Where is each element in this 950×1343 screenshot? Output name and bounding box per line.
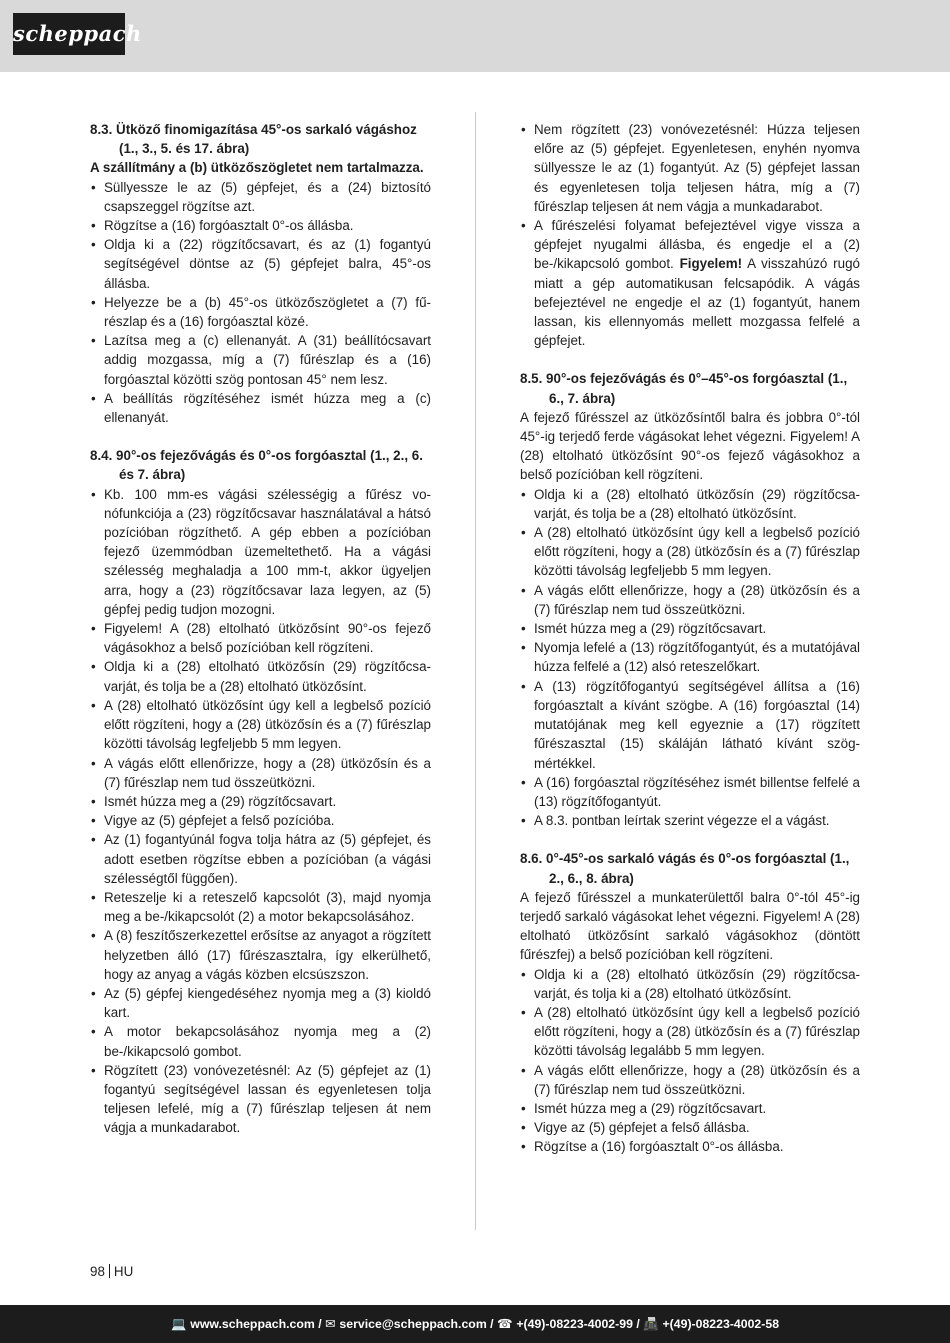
bullet-list-8-4 — [90, 485, 431, 1138]
list-item: • A motor bekapcsolásához nyomja meg a (2) be-/kikapcsoló gombot. — [90, 1022, 431, 1060]
list-item: • A (28) eltolható ütközősínt úgy kell a legbelső pozíció előtt rögzíteni, hogy a (28) ütközősín és a (7) fűrészlap közötti távolság legfeljebb 5 mm legyen. — [90, 696, 431, 754]
section-note-8-3: A szállítmány a (b) ütközőszögletet nem tartalmazza. — [90, 160, 424, 176]
list-item: • A (28) eltolható ütközősínt úgy kell a legbelső pozíció előtt rögzíteni, hogy a (28) ütközősín és a (7) fűrészlap közötti távolság legfeljebb 5 mm legyen. — [520, 523, 860, 581]
section-intro-8-6: A fejező fűrésszel a munkaterülettől balra 0°-tól 45°-ig terjedő sarkaló vágásokat lehet végezni. Figyelem! A (28) eltolható ütközősínt sarkaló vágásokhoz (döntött fűrészfej) a belső pozícióban kell rögzíteni. — [520, 889, 860, 963]
list-item: • Oldja ki a (28) eltolható ütközősín (29) rögzítőcsavarját, és tolja ki a (28) eltolható ütközősínt. — [520, 965, 860, 1003]
footer-phone[interactable]: +(49)-08223-4002-99 / — [516, 1317, 640, 1331]
list-item: • Rögzített (23) vonóvezetésnél: Az (5) gépfejet az (1) fogantyú segítségével lassan és egyenletesen tolja teljesen lefelé, míg a (7) fűrészlap teljesen át nem vágja a munkadarabot. — [90, 1061, 431, 1138]
list-item: • A (28) eltolható ütközősínt úgy kell a legbelső pozíció előtt rögzíteni, hogy a (28) ütközősín és a (7) fűrészlap közötti távolság legalább 5 mm legyen. — [520, 1003, 860, 1061]
list-item: • Lazítsa meg a (c) ellenanyát. A (31) beállítócsavart addig mozgassa, míg a (7) fűrészlap és a (16) forgóasztal közötti szög pontosan 45° nem lesz. — [90, 331, 431, 389]
section-intro-8-5: A fejező fűrésszel az ütközősíntől balra és jobbra 0°-tól 45°-ig terjedő ferde vágásokat lehet végezni. Figyelem! A (28) eltolható ütközősínt 90°-os fejező vágásokhoz a belső pozícióban kell rögzíteni. — [520, 409, 860, 483]
footer-bar — [0, 1305, 950, 1343]
list-item: • Vigye az (5) gépfejet a felső pozícióba. — [90, 811, 431, 830]
bullet-list-8-4-continued — [520, 120, 860, 350]
page-number — [90, 1264, 133, 1279]
list-item: • Oldja ki a (22) rögzítőcsavart, és az (1) fogantyú segítségével döntse az (5) gépfejet balra, 45°-os állásba. — [90, 235, 431, 293]
list-item: • A (13) rögzítőfogantyú segítségével állítsa a (16) forgóasztalt a kívánt szögbe. A (16) forgóasztal (14) mutatójának meg kell egyeznie a (17) rögzített fűrészasztal (15) skáláján látható kívánt szögmértékkel. — [520, 677, 860, 773]
warning-label: Figyelem! — [679, 256, 743, 272]
bullet-list-8-3 — [90, 178, 431, 428]
list-item: • Ismét húzza meg a (29) rögzítőcsavart. — [520, 1099, 860, 1118]
telephone-icon: ☎ — [497, 1317, 513, 1331]
list-item: • Az (5) gépfej kiengedéséhez nyomja meg a (3) kioldó kart. — [90, 984, 431, 1022]
section-heading-8-6: 8.6. 0°-45°-os sarkaló vágás és 0°-os forgóasztal (1., 2., 6., 8. ábra) — [520, 851, 850, 886]
list-item: • Az (1) fogantyúnál fogva tolja hátra az (5) gépfejet, és adott esetben rögzítse ebben a pozícióban (a vágási szélességtől függően). — [90, 830, 431, 888]
list-item-text: A visszahúzó rugó miatt a gép automatikusan felcsapódik. A vágás befejeztével ne engedje el az (1) fogantyút, hanem lassan, kis ellennyomás mellett mozgassa felfelé a gépfejet. — [534, 256, 860, 349]
footer-email[interactable]: service@scheppach.com / — [339, 1317, 494, 1331]
header-bar — [0, 0, 950, 72]
list-item: • Ismét húzza meg a (29) rögzítőcsavart. — [90, 792, 431, 811]
bullet-list-8-6 — [520, 965, 860, 1157]
section-heading-8-4: 8.4. 90°-os fejezővágás és 0°-os forgóasztal (1., 2., 6. és 7. ábra) — [90, 448, 423, 483]
computer-icon: 💻 — [170, 1317, 187, 1331]
fax-icon: 📠 — [643, 1317, 659, 1331]
brand-logo: scheppach — [13, 13, 125, 55]
section-heading-8-5: 8.5. 90°-os fejezővágás és 0°–45°-os forgóasztal (1., 6., 7. ábra) — [520, 371, 848, 406]
envelope-icon: ✉ — [325, 1317, 336, 1331]
list-item: • A vágás előtt ellenőrizze, hogy a (28) ütközősín és a (7) fűrészlap nem tud összeütközni. — [520, 581, 860, 619]
bullet-list-8-5 — [520, 485, 860, 831]
list-item — [520, 216, 860, 350]
list-item: • A beállítás rögzítéséhez ismét húzza meg a (c) ellenanyát. — [90, 389, 431, 427]
list-item: • Kb. 100 mm-es vágási szélességig a fűrész vonófunkciója a (23) rögzítőcsavar használatával a hátsó pozícióban rögzíthető. A gép ebben a pozícióban fejező üzemmódban üzemeltethető. Ha a vágási szélesség meghaladja a 100 mm-t, akkor ügyeljen arra, hogy a (23) rögzítőcsavar laza legyen, az (5) gépfej pedig tudjon mozogni. — [90, 485, 431, 619]
column-divider — [475, 112, 476, 1230]
left-column — [90, 120, 431, 1138]
list-item: • A 8.3. pontban leírtak szerint végezze el a vágást. — [520, 811, 860, 830]
list-item: • A (16) forgóasztal rögzítéséhez ismét billentse felfelé a (13) rögzítőfogantyút. — [520, 773, 860, 811]
list-item: • Nem rögzített (23) vonóvezetésnél: Húzza teljesen előre az (5) gépfejet. Egyenletesen, enyhén nyomva süllyessze le az (1) fogantyút. Az (5) gépfejet lassan és egyenletesen tolja teljesen hátra, míg a (7) fűrészlap teljesen át nem vágja a munkadarabot. — [520, 120, 860, 216]
list-item: • Reteszelje ki a reteszelő kapcsolót (3), majd nyomja meg a be-/kikapcsolót (2) a motor bekapcsolásához. — [90, 888, 431, 926]
list-item: • Rögzítse a (16) forgóasztalt 0°-os állásba. — [90, 216, 431, 235]
section-heading-8-3: 8.3. Ütköző finomigazítása 45°-os sarkaló vágáshoz (1., 3., 5. és 17. ábra) — [90, 122, 417, 157]
footer-fax[interactable]: +(49)-08223-4002-58 — [662, 1317, 780, 1331]
list-item: • Figyelem! A (28) eltolható ütközősínt 90°-os fejező vágásokhoz a belső pozícióban kell rögzíteni. — [90, 619, 431, 657]
page-number-value: 98 — [90, 1264, 105, 1279]
list-item: • A vágás előtt ellenőrizze, hogy a (28) ütközősín és a (7) fűrészlap nem tud összeütközni. — [520, 1061, 860, 1099]
list-item: • Rögzítse a (16) forgóasztalt 0°-os állásba. — [520, 1137, 860, 1156]
list-item: • Nyomja lefelé a (13) rögzítőfogantyút, és a mutatójával húzza felfelé a (12) alsó reteszelőkart. — [520, 638, 860, 676]
list-item: • A vágás előtt ellenőrizze, hogy a (28) ütközősín és a (7) fűrészlap nem tud összeütközni. — [90, 754, 431, 792]
list-item: • Süllyessze le az (5) gépfejet, és a (24) biztosító csapszeggel rögzítse azt. — [90, 178, 431, 216]
list-item: • Helyezze be a (b) 45°-os ütközőszögletet a (7) fűrészlap és a (16) forgóasztal közé. — [90, 293, 431, 331]
list-item: • Vigye az (5) gépfejet a felső állásba. — [520, 1118, 860, 1137]
footer-website[interactable]: www.scheppach.com / — [190, 1317, 322, 1331]
list-item: • Oldja ki a (28) eltolható ütközősín (29) rögzítőcsavarját, és tolja be a (28) eltolható ütközősínt. — [520, 485, 860, 523]
page-language: HU — [113, 1264, 134, 1279]
list-item-text: A fűrészelési folyamat befejeztével vigye vissza a gépfejet nyugalmi állásba, és engedje el a (2) be-/kikapcsoló gombot. — [534, 218, 860, 272]
list-item: • A (8) feszítőszerkezettel erősítse az anyagot a rögzített helyzetben álló (17) fűrészasztalra, így elkerülhető, hogy az anyag a vágás közben elcsúszszon. — [90, 926, 431, 984]
page-separator — [109, 1264, 110, 1278]
right-column — [520, 120, 860, 1157]
list-item: • Ismét húzza meg a (29) rögzítőcsavart. — [520, 619, 860, 638]
list-item: • Oldja ki a (28) eltolható ütközősín (29) rögzítőcsavarját, és tolja be a (28) eltolható ütközősínt. — [90, 657, 431, 695]
